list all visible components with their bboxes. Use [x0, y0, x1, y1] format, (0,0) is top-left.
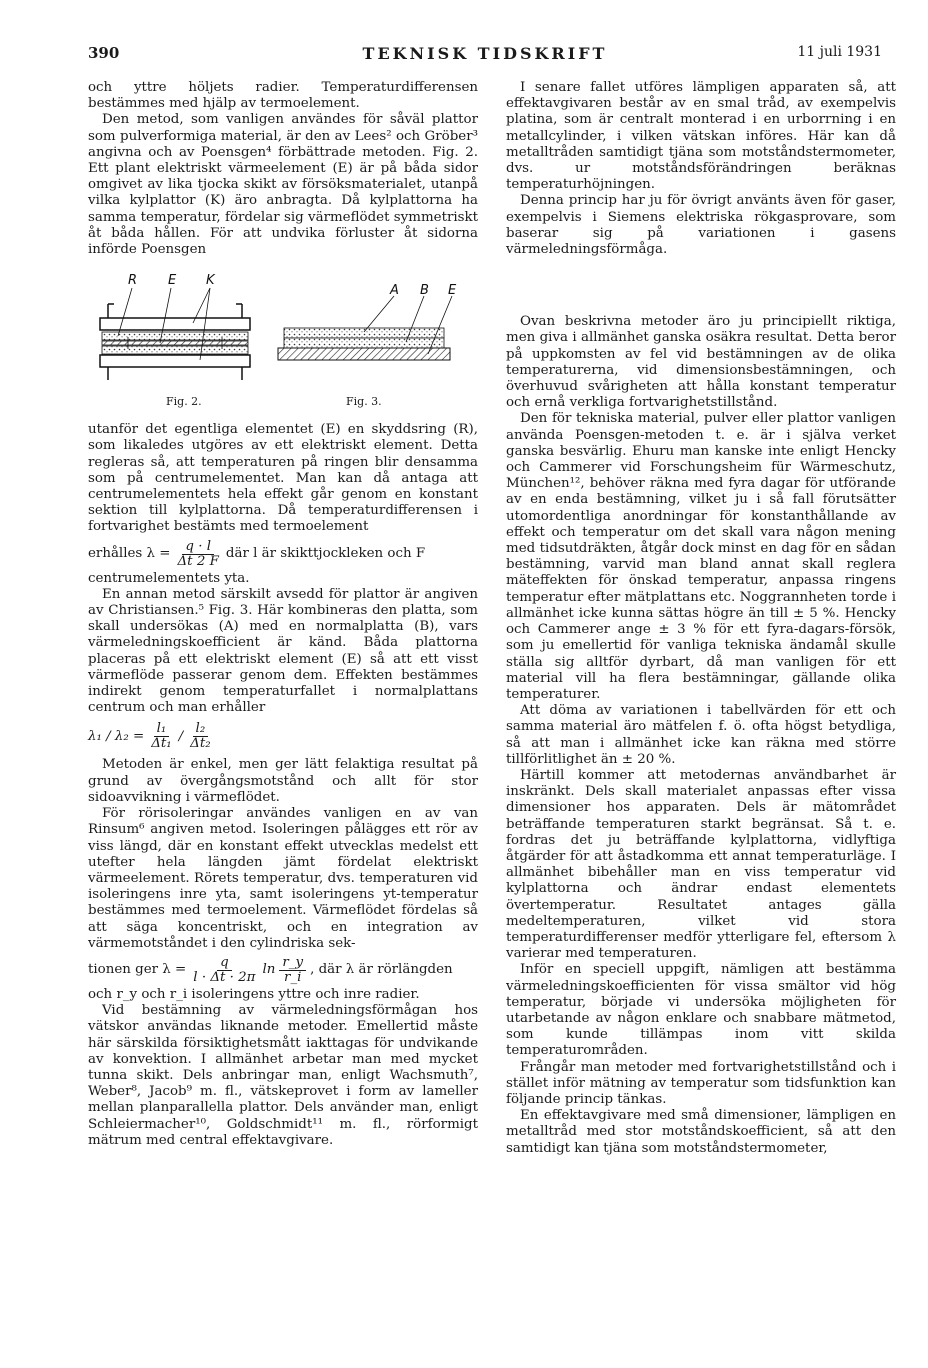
paragraph: och yttre höljets radier. Temperaturdifferensen bestämmes med hjälp av termoelement.	[88, 80, 478, 112]
fig2-label-e: E	[168, 273, 177, 289]
left-column	[88, 80, 478, 1149]
formula-lambda-ratio: λ₁ / λ₂ = $\frac{\text{l₁}}{\text{Δt₁}}$ / $\frac{\text{l₂}}{\text{Δt₂}}$	[88, 721, 211, 752]
column-gap	[506, 258, 896, 314]
fig2-caption: Fig. 2.	[166, 395, 202, 409]
figure-2-and-3-drawing	[88, 268, 478, 393]
paragraph: Att döma av variationen i tabellvärden för ett och samma material äro mätfelen f. ö. ofta högst betydliga, så att man i allmänhet icke kan räkna med större tillförlitlighet än ± 20 %.	[506, 703, 896, 767]
fig3-label-a: A	[390, 283, 399, 299]
fig3-label-b: B	[420, 283, 429, 299]
paragraph: Härtill kommer att metodernas användbarhet är inskränkt. Dels skall materialet anpassas efter vissa dimensioner hos apparaten. Dels är mätområdet beträffande temperaturen starkt begränsat. Så t. e. fordras det ju beträffande kylplattorna, vidlyftiga åtgärder för att åstadkomma ett annat temperaturläge. I allmänhet bibehåller man en viss temperatur vid kylplattorna och ändrar endast elementets övertemperatur. Resultatet antages gälla medeltemperaturen, vilket vid stora temperaturdifferenser medför ytterligare fel, eftersom λ varierar med temperaturen.	[506, 767, 896, 962]
fig3-caption: Fig. 3.	[346, 395, 382, 409]
fig3-label-e: E	[448, 283, 457, 299]
paragraph: För rörisoleringar användes vanligen en av van Rinsum⁶ angiven metod. Isoleringen pålägges ett rör av viss längd, där en konstant effekt utvecklas medelst ett utefter hela längden jämt fördelat elektriskt värmeelement. Rörets temperatur, dvs. temperaturen vid isoleringens inre yta, samt isoleringens yt-temperatur bestämmes med termoelement. Värmeflödet fördelas så att säga koncentriskt, och en integration av värmemotståndet i den cylindriska sek-	[88, 806, 478, 951]
paragraph: Den för tekniska material, pulver eller plattor vanligen använda Poensgen-metoden t. e. är i själva verket ganska besvärlig. Ehuru man kanske inte enligt Hencky och Cammerer vid Forschungsheim für Wärmeschutz, München¹², behöver räkna med fyra dagar för utförande av en enda bestämning, vilket ju i så fall förutsätter utomordentliga anordningar för konstanthållande av effekt och temperatur om det skall vara någon mening med tidsutdräkten, åtgår dock minst en dag för en sådan bestämning, varvid man bland annat skall reglera mäteffekten för önskad temperatur, anpassa ringens temperatur efter mätplattans etc. Noggrannheten torde i allmänhet icke kunna sättas högre än till ± 5 %. Hencky och Cammerer ange ± 3 % för ett fyra-dagars-försök, som ju emellertid för vanliga tekniska ändamål skulle ställa sig alltför dyrbart, då man vanligen för ett material vill ha flera bestämningar, gällande olika temperaturer.	[506, 411, 896, 702]
figure-3-diagram	[278, 296, 452, 360]
paragraph: utanför det egentliga elementet (E) en skyddsring (R), som likaledes utgöres av ett elektriskt element. Detta regleras så, att temperaturen på ringen blir densamma som på centrumelementet. Man kan då antaga att centrumelementets hela effekt går genom en konstant sektion till kylplattorna. Då temperaturdifferensen i fortvarighet bestämts med termoelement	[88, 422, 478, 535]
paragraph: centrumelementets yta.	[88, 570, 250, 586]
paragraph: I senare fallet utföres lämpligen apparaten så, att effektavgivaren består av en smal tråd, av exempelvis platina, som är centralt monterad i en urborrning i en metallcylinder, i vilken vätskan införes. Här kan då metalltråden samtidigt tjäna som motståndstermometer, dvs. ur motståndsförändringen beräknas temperaturhöjningen.	[506, 80, 896, 193]
paragraph: Metoden är enkel, men ger lätt felaktiga resultat på grund av övergångsmotstånd och allt för stor sidoavvikning i värmeflödet.	[88, 757, 478, 805]
paragraph: Vid bestämning av värmeledningsförmågan hos vätskor användas liknande metoder. Emellertid måste här särskilda försiktighetsmått iakttagas för undvikande av konvektion. I allmänhet arbetar man med mycket tunna skikt. Dels anbringar man, enligt Wachsmuth⁷, Weber⁸, Jacob⁹ m. fl., vätskeprovet i form av lameller mellan planparallella plattor. Dels använder man, enligt Schleiermacher¹⁰, Goldschmidt¹¹ m. fl., rörformigt mätrum med central effektavgivare.	[88, 1003, 478, 1148]
fig2-label-r: R	[128, 273, 138, 289]
fig2-label-k: K	[206, 273, 215, 289]
formula-lambda-pipe: tionen ger λ = $\frac{q}{l \cdot \Delta t \cdot 2\pi}$ ln $\frac{r\_y}{r\_i}$ , där λ är rörlängden	[88, 954, 453, 985]
figures-2-and-3	[88, 268, 478, 418]
paragraph: Inför en speciell uppgift, nämligen att bestämma värmeledningskoefficienten för vissa smältor vid hög temperatur, började vi undersöka möjligheten för utarbetande av någon enklare och snabbare mätmetod, som kunde tillämpas inom vitt skilda temperaturområden.	[506, 962, 896, 1059]
paragraph: En annan metod särskilt avsedd för plattor är angiven av Christiansen.⁵ Fig. 3. Här kombineras den platta, som skall undersökas (A) med en normalplatta (B), vars värmeledningskoefficient är känd. Båda plattorna placeras på ett elektriskt element (E) så att ett visst värmeflöde passerar genom dem. Effekten bestämmes indirekt genom temperaturfallet i normalplattans centrum och man erhåller	[88, 586, 478, 716]
issue-date: 11 juli 1931	[797, 44, 882, 60]
paragraph: Denna princip har ju för övrigt använts även för gaser, exempelvis i Siemens elektriska rökgasprovare, som baserar sig på variationen i gasens värmeledningsförmåga.	[506, 193, 896, 258]
page-number: 390	[88, 44, 120, 62]
page-header	[88, 44, 882, 66]
figure-2-diagram	[100, 288, 250, 380]
paragraph: Frångår man metoder med fortvarighetstillstånd och i stället inför mätning av temperatur som tidsfunktion kan följande princip tänkas.	[506, 1059, 896, 1107]
paragraph: Den metod, som vanligen användes för såväl plattor som pulverformiga material, är den av Lees² och Gröber³ angivna och av Poensgen⁴ förbättrade metoden. Fig. 2. Ett plant elektriskt värmeelement (E) är på båda sidor omgivet av lika tjocka skikt av försöksmaterialet, utanpå vilka kylplattor (K) äro anbragta. Då kylplattorna ha samma temperatur, fördelar sig värmeflödet symmetriskt åt båda hållen. För att undvika förluster åt sidorna införde Poensgen	[88, 112, 478, 258]
paragraph: och r_y och r_i isoleringens yttre och inre radier.	[88, 986, 420, 1002]
formula-lambda-plate: erhålles λ = $\frac{q \cdot l}{\Delta t 2 F}$ där l är skikttjockleken och F	[88, 538, 426, 569]
paragraph: Ovan beskrivna metoder äro ju principiellt riktiga, men giva i allmänhet ganska osäkra resultat. Detta beror på uppkomsten av fel vid bestämningen av de olika temperaturerna, vid dimensionsbestämningen, och överhuvud svårigheten att hålla konstant temperatur och ernå verkliga fortvarighetstillstånd.	[506, 314, 896, 411]
journal-title: TEKNISK TIDSKRIFT	[362, 44, 608, 63]
right-column	[506, 80, 896, 1157]
paragraph: En effektavgivare med små dimensioner, lämpligen en metalltråd med stor motståndskoefficient, så att den samtidigt kan tjäna som motståndstermometer,	[506, 1108, 896, 1156]
